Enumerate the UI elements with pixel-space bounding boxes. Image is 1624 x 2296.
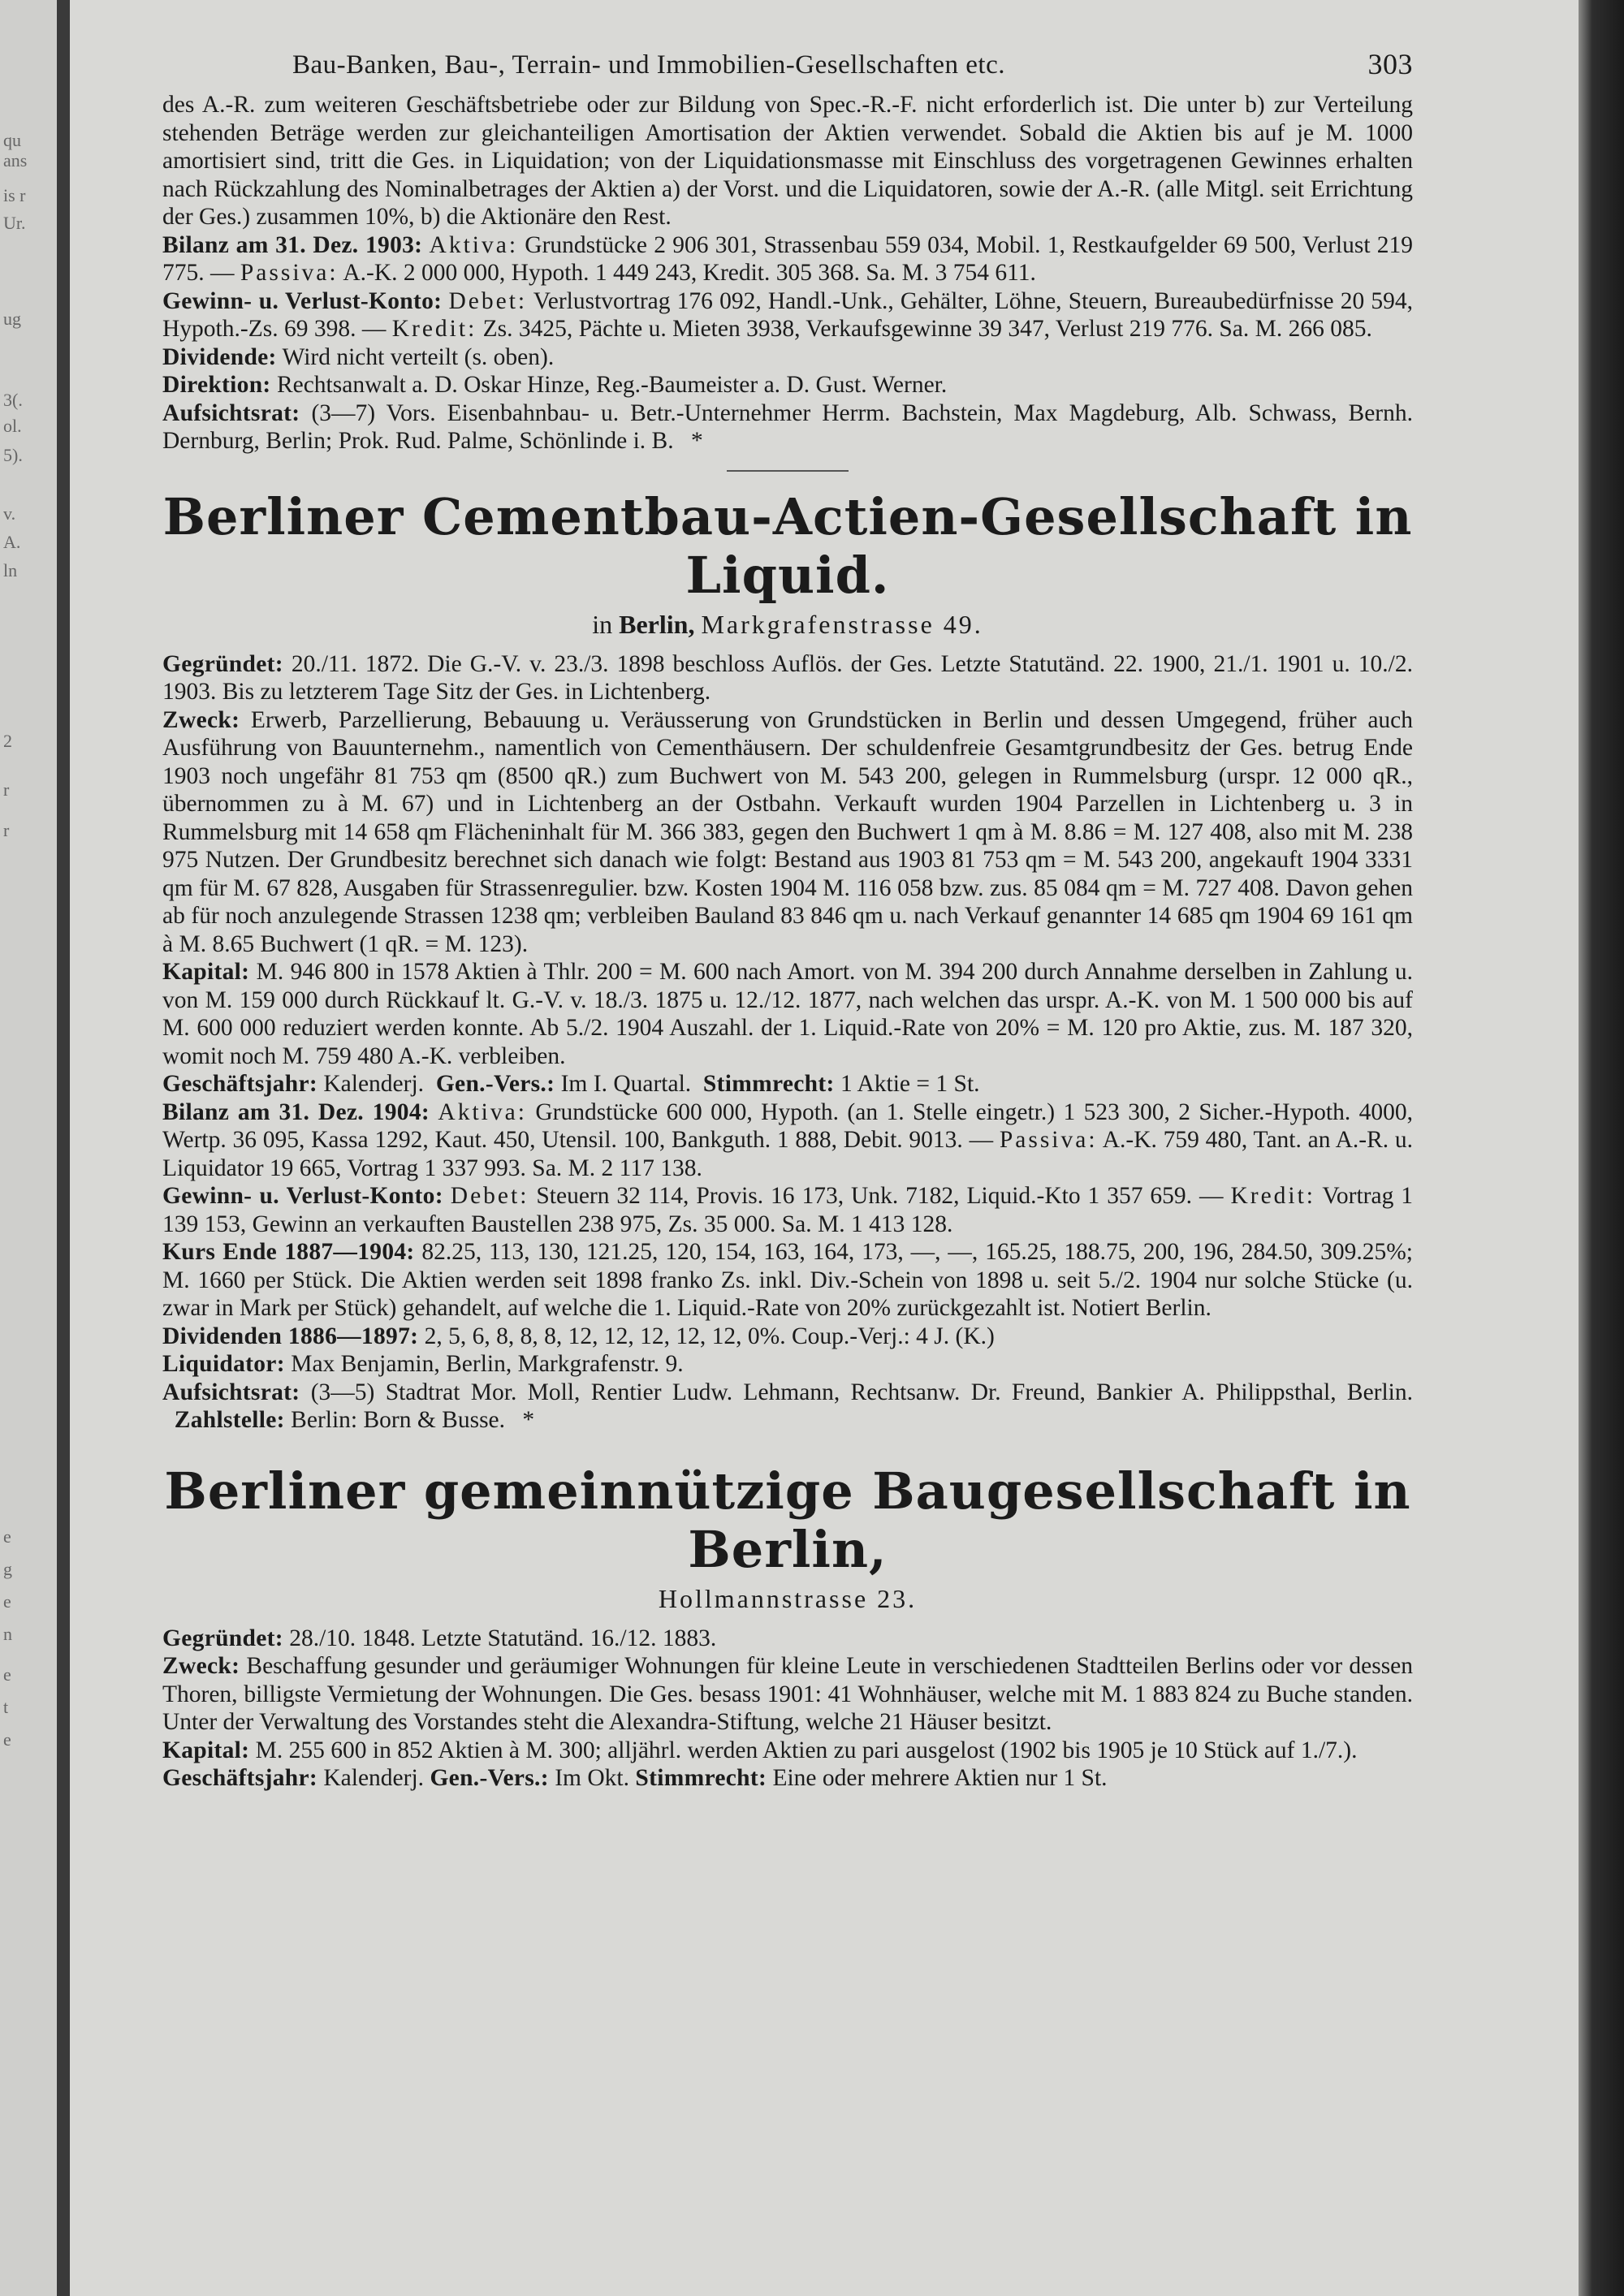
previous-entry-dividende: Dividende: Wird nicht verteilt (s. oben).	[162, 343, 555, 370]
margin-fragment: qu	[3, 130, 21, 150]
margin-fragment: n	[3, 1624, 12, 1644]
previous-entry-direktion: Direktion: Rechtsanwalt a. D. Oskar Hinze, Reg.-Baumeister a. D. Gust. Werner.	[162, 372, 948, 398]
margin-fragment: ug	[3, 309, 21, 329]
margin-fragment: 3(.	[3, 390, 23, 410]
margin-fragment: is r	[3, 185, 26, 205]
separator-rule	[727, 470, 849, 472]
book-binding-edge	[1579, 0, 1624, 2296]
dividenden-para: Dividenden 1886—1897: 2, 5, 6, 8, 8, 8, 12, 12, 12, 12, 12, 0%. Coup.-Verj.: 4 J. (K.)	[162, 1323, 995, 1349]
margin-fragment: 5).	[3, 445, 23, 465]
previous-entry-intro: des A.-R. zum weiteren Geschäftsbetriebe oder zur Bildung von Spec.-R.-F. nicht erforderlich ist. Die unter b) zur Verteilung stehenden Beträge werden zur gleichanteiligen Amortisation der Aktien verwendet. Sobald die Aktien bis auf je M. 1000 amortisiert sind, tritt die Ges. in Liquidation; von der Liquidationsmasse mit Einschluss des vorgetragenen Gewinnes erhalten nach Rückzahlung des Nominalbetrages der Aktien a) der Vorst. und die Liquidatoren, sowie der A.-R. (alle Mitgl. seit Errichtung der Ges.) zusammen 10%, b) die Aktionäre den Rest.	[162, 92, 1413, 230]
page-number: 303	[1367, 48, 1413, 80]
geschaeftsjahr-para: Geschäftsjahr: Kalenderj. Gen.-Vers.: Im Okt. Stimmrecht: Eine oder mehrere Aktien nur 1 St.	[162, 1765, 1108, 1791]
zweck-para: Zweck: Erwerb, Parzellierung, Bebauung u. Veräusserung von Grundstücken in Berlin und dessen Umgegend, früher auch Ausführung von Bauunternehm., namentlich von Cementhäusern. Der schuldenfreie Gesamtgrundbesitz der Ges. betrug Ende 1903 noch ungefähr 81 753 qm (8500 qR.) zum Buchwert von M. 543 200, gelegen in Rummelsburg (urspr. 12 000 qR., übernommen zu à M. 67) und in Lichtenberg an der Ostbahn. Verkauft wurden 1904 Parzellen in Lichtenberg u. 3 in Rummelsburg mit 14 658 qm Flächeninhalt für M. 366 383, gegen den Buchwert 1 qm à M. 8.86 = M. 127 408, also mit M. 238 975 Nutzen. Der Grundbesitz berechnet sich danach wie folgt: Bestand aus 1903 81 753 qm = M. 543 200, angekauft 1904 3331 qm für M. 67 828, Ausgaben für Strassenregulier. bzw. Kosten 1904 M. 116 058 bzw. zus. 85 084 qm = M. 727 408. Davon gehen ab für noch anzulegende Strassen 1238 qm; verbleiben Bauland 83 846 qm u. nach Verkauf genannter 14 685 qm 1904 69 161 qm à M. 8.65 Buchwert (1 qR. = M. 123).	[162, 706, 1414, 957]
margin-fragment: r	[3, 779, 10, 800]
running-head-title: Bau-Banken, Bau-, Terrain- und Immobilien-Gesellschaften etc.	[292, 50, 1005, 80]
aufsichtsrat-para: Aufsichtsrat: (3—5) Stadtrat Mor. Moll, Rentier Ludw. Lehmann, Rechtsanw. Dr. Freund, Bankier A. Philippsthal, Berlin. Zahlstelle: Berlin: Born & Busse. *	[162, 1379, 1414, 1433]
margin-fragment: Ur.	[3, 213, 26, 233]
margin-fragment: e	[3, 1591, 11, 1612]
liquidator-para: Liquidator: Max Benjamin, Berlin, Markgrafenstr. 9.	[162, 1351, 684, 1377]
margin-fragment: e	[3, 1729, 11, 1750]
document-page	[162, 45, 1413, 1793]
gegruendet-para: Gegründet: 28./10. 1848. Letzte Statutänd. 16./12. 1883.	[162, 1625, 717, 1651]
kapital-para: Kapital: M. 255 600 in 852 Aktien à M. 300; alljährl. werden Aktien zu pari ausgelost (1902 bis 1905 je 10 Stück auf 1./7.).	[162, 1737, 1358, 1763]
kapital-para: Kapital: M. 946 800 in 1578 Aktien à Thlr. 200 = M. 600 nach Amort. von M. 394 200 durch Annahme derselben in Zahlung u. von M. 159 000 durch Rückkauf lt. G.-V. v. 18./3. 1875 u. 12./12. 1877, nach welchen das urspr. A.-K. von M. 1 500 000 bis auf M. 600 000 reduziert werden konnte. Ab 5./2. 1904 Auszahl. der 1. Liquid.-Rate von 20% = M. 120 pro Aktie, zus. M. 187 320, womit noch M. 759 480 A.-K. verbleiben.	[162, 959, 1414, 1069]
margin-fragment: ol.	[3, 416, 22, 436]
margin-fragment: ans	[3, 150, 28, 170]
previous-entry-bilanz: Bilanz am 31. Dez. 1903: Aktiva: Grundstücke 2 906 301, Strassenbau 559 034, Mobil. 1, Restkaufgelder 69 500, Verlust 219 775. — Passiva: A.-K. 2 000 000, Hypoth. 1 449 243, Kredit. 305 368. Sa. M. 3 754 611.	[162, 231, 1413, 286]
guv-label: Gewinn- u. Verlust-Konto:	[162, 287, 443, 314]
company-title: Berliner gemeinnützige Baugesellschaft in Berlin,	[164, 1461, 1411, 1579]
company-entry-gemeinnuetzige	[162, 1462, 1413, 1793]
margin-fragment: 2	[3, 731, 12, 751]
margin-fragment: ln	[3, 560, 18, 580]
bilanz-para: Bilanz am 31. Dez. 1904: Aktiva: Grundstücke 600 000, Hypoth. (an 1. Stelle eingetr.) 1 523 300, 2 Sicher.-Hypoth. 4000, Wertp. 36 095, Kassa 1292, Kaut. 450, Utensil. 100, Bankguth. 1 888, Debit. 9013. — Passiva: A.-K. 759 480, Tant. an A.-R. u. Liquidator 19 665, Vortrag 1 337 993. Sa. M. 2 117 138.	[162, 1098, 1414, 1181]
margin-fragment: r	[3, 820, 10, 840]
footnote-star: *	[522, 1407, 535, 1433]
guv-para: Gewinn- u. Verlust-Konto: Debet: Steuern 32 114, Provis. 16 173, Unk. 7182, Liquid.-Kto 1 357 659. — Kredit: Vortrag 1 139 153, Gewinn an verkauften Baustellen 238 975, Zs. 35 000. Sa. M. 1 413 128.	[162, 1183, 1414, 1237]
margin-fragment: v.	[3, 503, 16, 524]
margin-fragment: t	[3, 1697, 9, 1717]
gegruendet-para: Gegründet: 20./11. 1872. Die G.-V. v. 23./3. 1898 beschloss Auflös. der Ges. Letzte Statutänd. 22. 1900, 21./1. 1901 u. 10./2. 1903. Bis zu letzterem Tage Sitz der Ges. in Lichtenberg.	[162, 650, 1413, 705]
margin-fragment: e	[3, 1664, 11, 1685]
company-title: Berliner Cementbau-Actien-Gesellschaft in Liquid.	[162, 486, 1413, 605]
previous-entry	[162, 91, 1413, 455]
margin-fragment: A.	[3, 532, 21, 552]
company-address: Hollmannstrasse 23.	[658, 1583, 918, 1613]
margin-fragment: e	[3, 1526, 11, 1547]
footnote-star: *	[690, 428, 703, 454]
previous-entry-aufsichtsrat: Aufsichtsrat: (3—7) Vors. Eisenbahnbau- u. Betr.-Unternehmer Herrm. Bachstein, Max Magdeburg, Alb. Schwass, Bernh. Dernburg, Berlin; Prok. Rud. Palme, Schönlinde i. B. *	[162, 399, 1413, 454]
company-entry-cementbau	[162, 488, 1413, 1435]
bilanz-label: Bilanz am 31. Dez. 1903:	[162, 231, 423, 258]
kurs-para: Kurs Ende 1887—1904: 82.25, 113, 130, 121.25, 120, 154, 163, 164, 173, —, —, 165.25, 188.75, 200, 196, 284.50, 309.25%; M. 1660 per Stück. Die Aktien werden seit 1898 franko Zs. inkl. Div.-Schein von 1898 u. seit 5./2. 1904 nur solche Stücke (u. zwar in Mark per Stück) gehandelt, auf welche die 1. Liquid.-Rate von 20% zurückgezahlt ist. Notiert Berlin.	[162, 1239, 1413, 1321]
company-address: in Berlin, Markgrafenstrasse 49.	[592, 609, 983, 639]
geschaeftsjahr-para: Geschäftsjahr: Kalenderj. Gen.-Vers.: Im I. Quartal. Stimmrecht: 1 Aktie = 1 St.	[162, 1071, 980, 1097]
left-margin-bleedthrough	[0, 0, 70, 2296]
previous-entry-guv: Gewinn- u. Verlust-Konto: Debet: Verlustvortrag 176 092, Handl.-Unk., Gehälter, Löhne, Steuern, Bureaubedürfnisse 20 594, Hypoth.-Zs. 69 398. — Kredit: Zs. 3425, Pächte u. Mieten 3938, Verkaufsgewinne 39 347, Verlust 219 776. Sa. M. 266 085.	[162, 287, 1413, 342]
running-head	[162, 45, 1413, 91]
zweck-para: Zweck: Beschaffung gesunder und geräumiger Wohnungen für kleine Leute in verschiedenen Stadtteilen Berlins oder vor dessen Thoren, billigste Vermietung der Wohnungen. Die Ges. besass 1901: 41 Wohnhäuser, welche mit M. 1 883 824 zu Buche standen. Unter der Verwaltung des Vorstandes steht die Alexandra-Stiftung, welche 21 Häuser besitzt.	[162, 1653, 1414, 1735]
margin-fragment: g	[3, 1559, 12, 1579]
